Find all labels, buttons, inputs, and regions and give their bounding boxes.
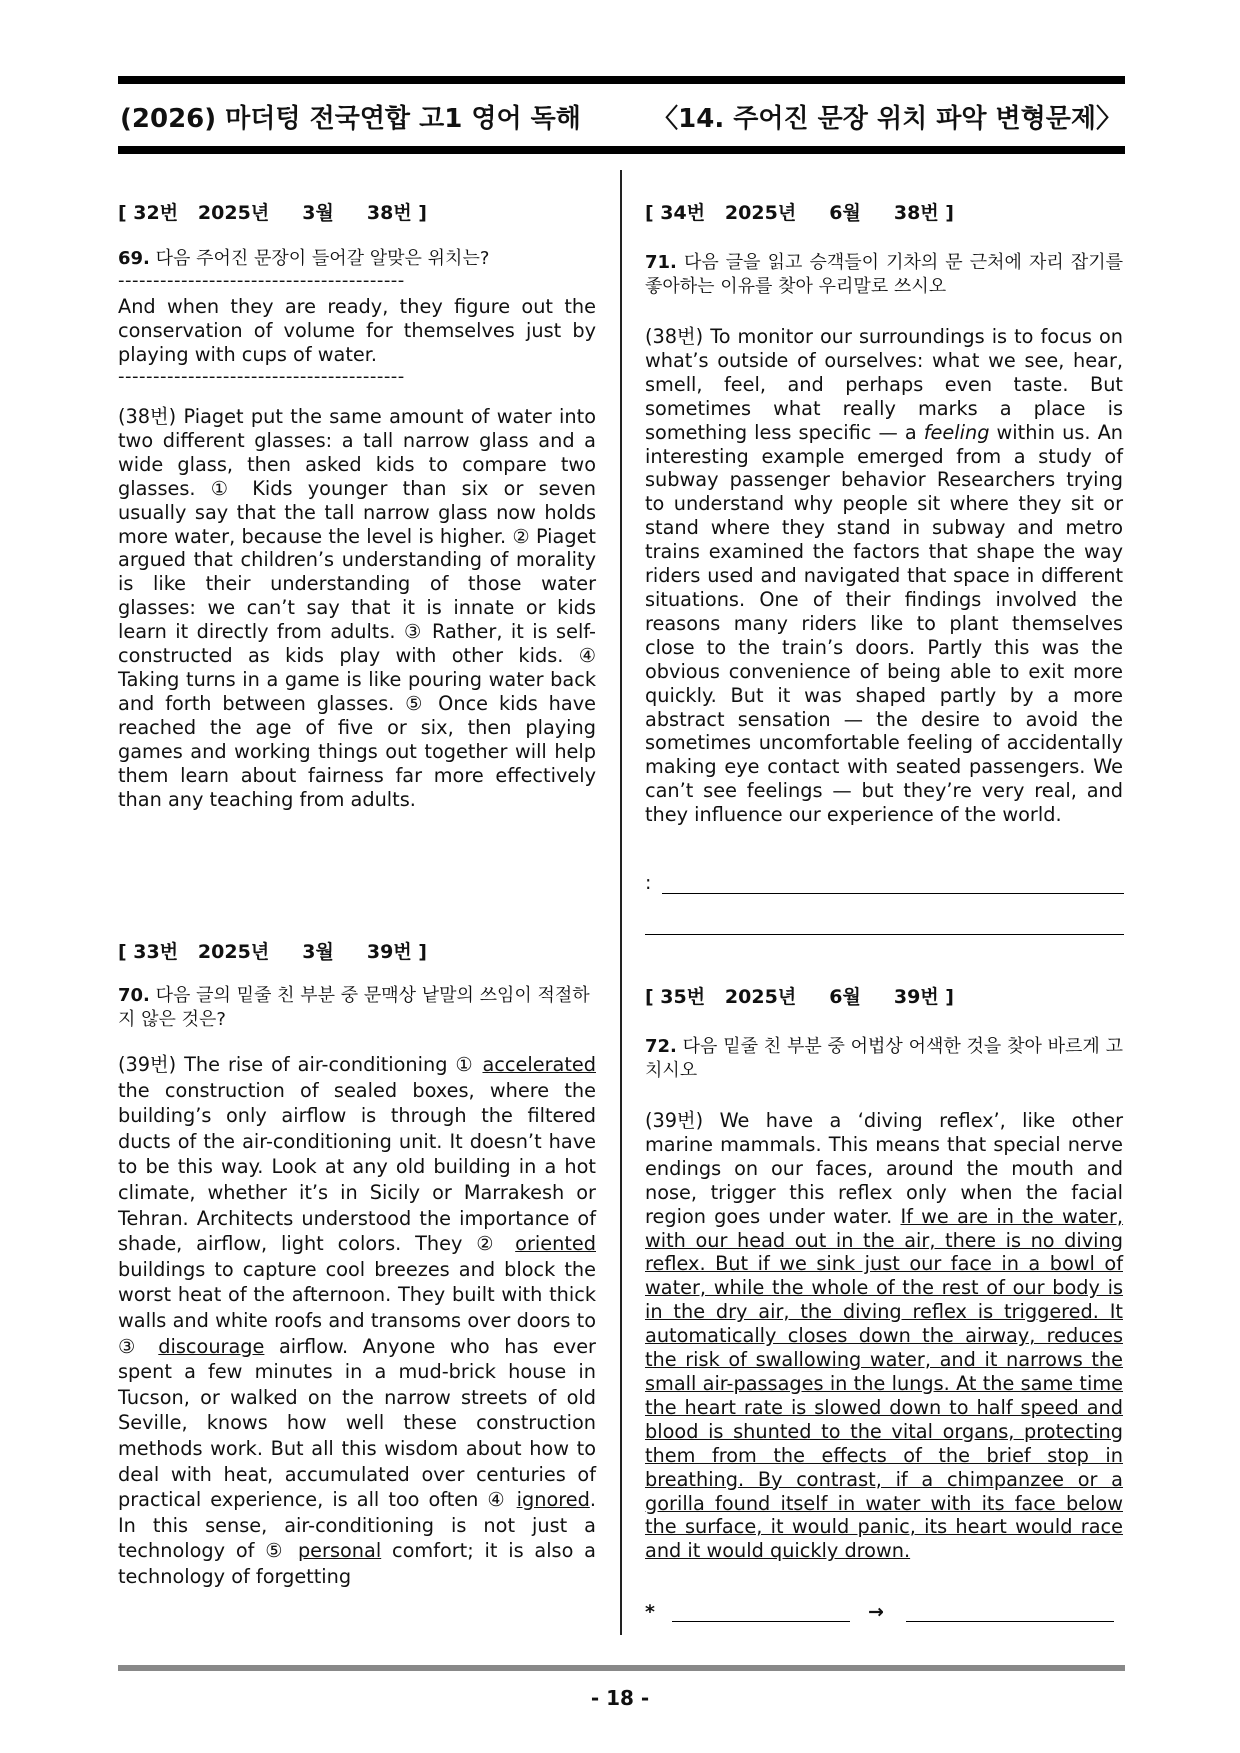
book-title: (2026) 마더텅 전국연합 고1 영어 독해 <box>120 104 581 134</box>
passage-segment: airflow. Anyone who has ever spent a few minutes in a mud-brick house in Tucson, or walked on the narrow streets of old Seville, knows how well these construction methods work. But all this wisdom about how to deal with heat, accumulated over centuries of practical experience, is all too often ④ <box>118 1334 596 1512</box>
question-number: 71. <box>645 252 677 273</box>
answer-line-before[interactable] <box>672 1621 850 1622</box>
passage-segment: (39번) The rise of air-conditioning ① <box>118 1053 483 1076</box>
page-number: - 18 - <box>590 1686 650 1710</box>
passage-text <box>645 1109 1123 1563</box>
arrow-icon: → <box>868 1601 884 1623</box>
underlined-word-3: discourage <box>158 1334 265 1358</box>
prompt-text: 다음 글을 읽고 승객들이 기차의 문 근처에 자리 잡기를 좋아하는 이유를 찾아 우리말로 쓰시오 <box>645 252 1123 297</box>
footer-rule <box>118 1665 1125 1671</box>
passage-segment: buildings to capture cool breezes and block the worst heat of the afternoon. They built with thick walls and white roofs and transoms over doors to ③ <box>118 1257 596 1358</box>
italic-word: feeling <box>923 420 990 444</box>
question-number: 69. <box>118 248 150 269</box>
question-72 <box>645 982 1123 1563</box>
question-71-prompt <box>645 251 1123 299</box>
question-71-source: [ 34번 2025년 6월 38번 ] <box>645 202 954 224</box>
question-69 <box>118 198 596 811</box>
question-71 <box>645 198 1123 827</box>
answer-line-after[interactable] <box>906 1621 1114 1622</box>
passage-segment: (38번) To monitor our surroundings is to focus on what’s outside of ourselves: what we see, hear, smell, feel, and perhaps even taste. But sometimes what really marks a place is something less specific — a <box>645 325 1123 444</box>
passage-segment: (39번) We have a ‘diving reflex’, like other marine mammals. This means that special nerve endings on our faces, around the mouth and nose, trigger this reflex only when the facial region goes under water. <box>645 1109 1123 1228</box>
passage-text <box>118 1052 596 1589</box>
underlined-word-4: ignored <box>516 1488 590 1512</box>
passage-text <box>645 325 1123 827</box>
question-69-source: [ 32번 2025년 3월 38번 ] <box>118 202 427 224</box>
prompt-text: 다음 주어진 문장이 들어갈 알맞은 위치는? <box>155 248 490 269</box>
question-number: 72. <box>645 1036 677 1057</box>
passage-text: (38번) Piaget put the same amount of water into two different glasses: a tall narrow glass and a wide glass, then asked kids to compare two glasses. ① Kids younger than six or seven usually say that the tall narrow glass now holds more water, because the level is higher. ② Piaget argued that children’s understanding of morality is like their understanding of those water glasses: we can’t say that it is innate or kids learn it directly from adults. ③ Rather, it is self-constructed as kids play with other kids. ④ Taking turns in a game is like pouring water back and forth between glasses. ⑤ Once kids have reached the age of five or six, then playing games and working things out together will help them learn about fairness far more effectively than any teaching from adults. <box>118 405 596 811</box>
question-number: 70. <box>118 985 150 1006</box>
question-70-prompt <box>118 984 596 1032</box>
question-69-prompt <box>118 247 596 271</box>
underlined-word-1: accelerated <box>482 1053 596 1076</box>
given-sentence: And when they are ready, they figure out the conservation of volume for themselves just by playing with cups of water. <box>118 295 596 366</box>
column-divider <box>620 170 622 1635</box>
answer-line[interactable] <box>662 893 1124 894</box>
answer-line[interactable] <box>645 934 1124 935</box>
question-72-prompt <box>645 1035 1123 1083</box>
passage-segment: comfort; it is also a technology of forgetting <box>118 1539 596 1588</box>
underlined-passage: If we are in the water, with our head out in the air, there is no diving reflex. But if we sink just our face in a bowl of water, while the whole of the rest of our body is in the dry air, the diving reflex is triggered. It automatically closes down the airway, reduces the risk of swallowing water, and it narrows the small air-passages in the lungs. At the same time the heart rate is slowed down to half speed and blood is shunted to the vital organs, protecting them from the effects of the brief stop in breathing. By contrast, if a chimpanzee or a gorilla found itself in water with its face below the surface, it would panic, its heart would race and it would quickly drown. <box>645 1204 1124 1563</box>
dashed-separator: ----------------------------------------- <box>118 271 405 291</box>
header-bottom-rule <box>118 146 1125 154</box>
chapter-title: 〈14. 주어진 문장 위치 파악 변형문제〉 <box>652 104 1122 134</box>
question-70 <box>118 937 596 1589</box>
passage-segment: . In this sense, air-conditioning is not just a technology of ⑤ <box>118 1488 596 1563</box>
header-top-rule <box>118 76 1125 84</box>
passage-segment: the construction of sealed boxes, where the building’s only airflow is through the filtered ducts of the air-conditioning unit. It doesn’t have to be this way. Look at any old building in a hot climate, whether it’s in Sicily or Marrakesh or Tehran. Architects understood the importance of shade, airflow, light colors. They ② <box>118 1078 596 1256</box>
dashed-separator: ----------------------------------------- <box>118 367 405 387</box>
prompt-text: 다음 밑줄 친 부분 중 어법상 어색한 것을 찾아 바르게 고치시오 <box>645 1036 1123 1081</box>
passage-segment: within us. An interesting example emerged from a study of subway passenger behavior Researchers trying to understand why people sit where they sit or stand where they stand in subway and metro trains examined the factors that shape the way riders used and navigated that space in different situations. One of their findings involved the reasons many riders like to plant themselves close to the train’s doors. Partly this was the obvious convenience of being able to exit more quickly. But it was shaped partly by a more abstract sensation — the desire to avoid the sometimes uncomfortable feeling of accidentally making eye contact with seated passengers. We can’t see feelings — but they’re very real, and they influence our experience of the world. <box>645 420 1123 827</box>
answer-colon: : <box>645 872 652 894</box>
question-72-source: [ 35번 2025년 6월 39번 ] <box>645 986 954 1008</box>
answer-asterisk: * <box>645 1601 655 1623</box>
underlined-word-5: personal <box>297 1539 382 1563</box>
underlined-word-2: oriented <box>515 1232 596 1256</box>
question-70-source: [ 33번 2025년 3월 39번 ] <box>118 941 427 963</box>
prompt-text: 다음 글의 밑줄 친 부분 중 문맥상 낱말의 쓰임이 적절하지 않은 것은? <box>118 985 590 1030</box>
